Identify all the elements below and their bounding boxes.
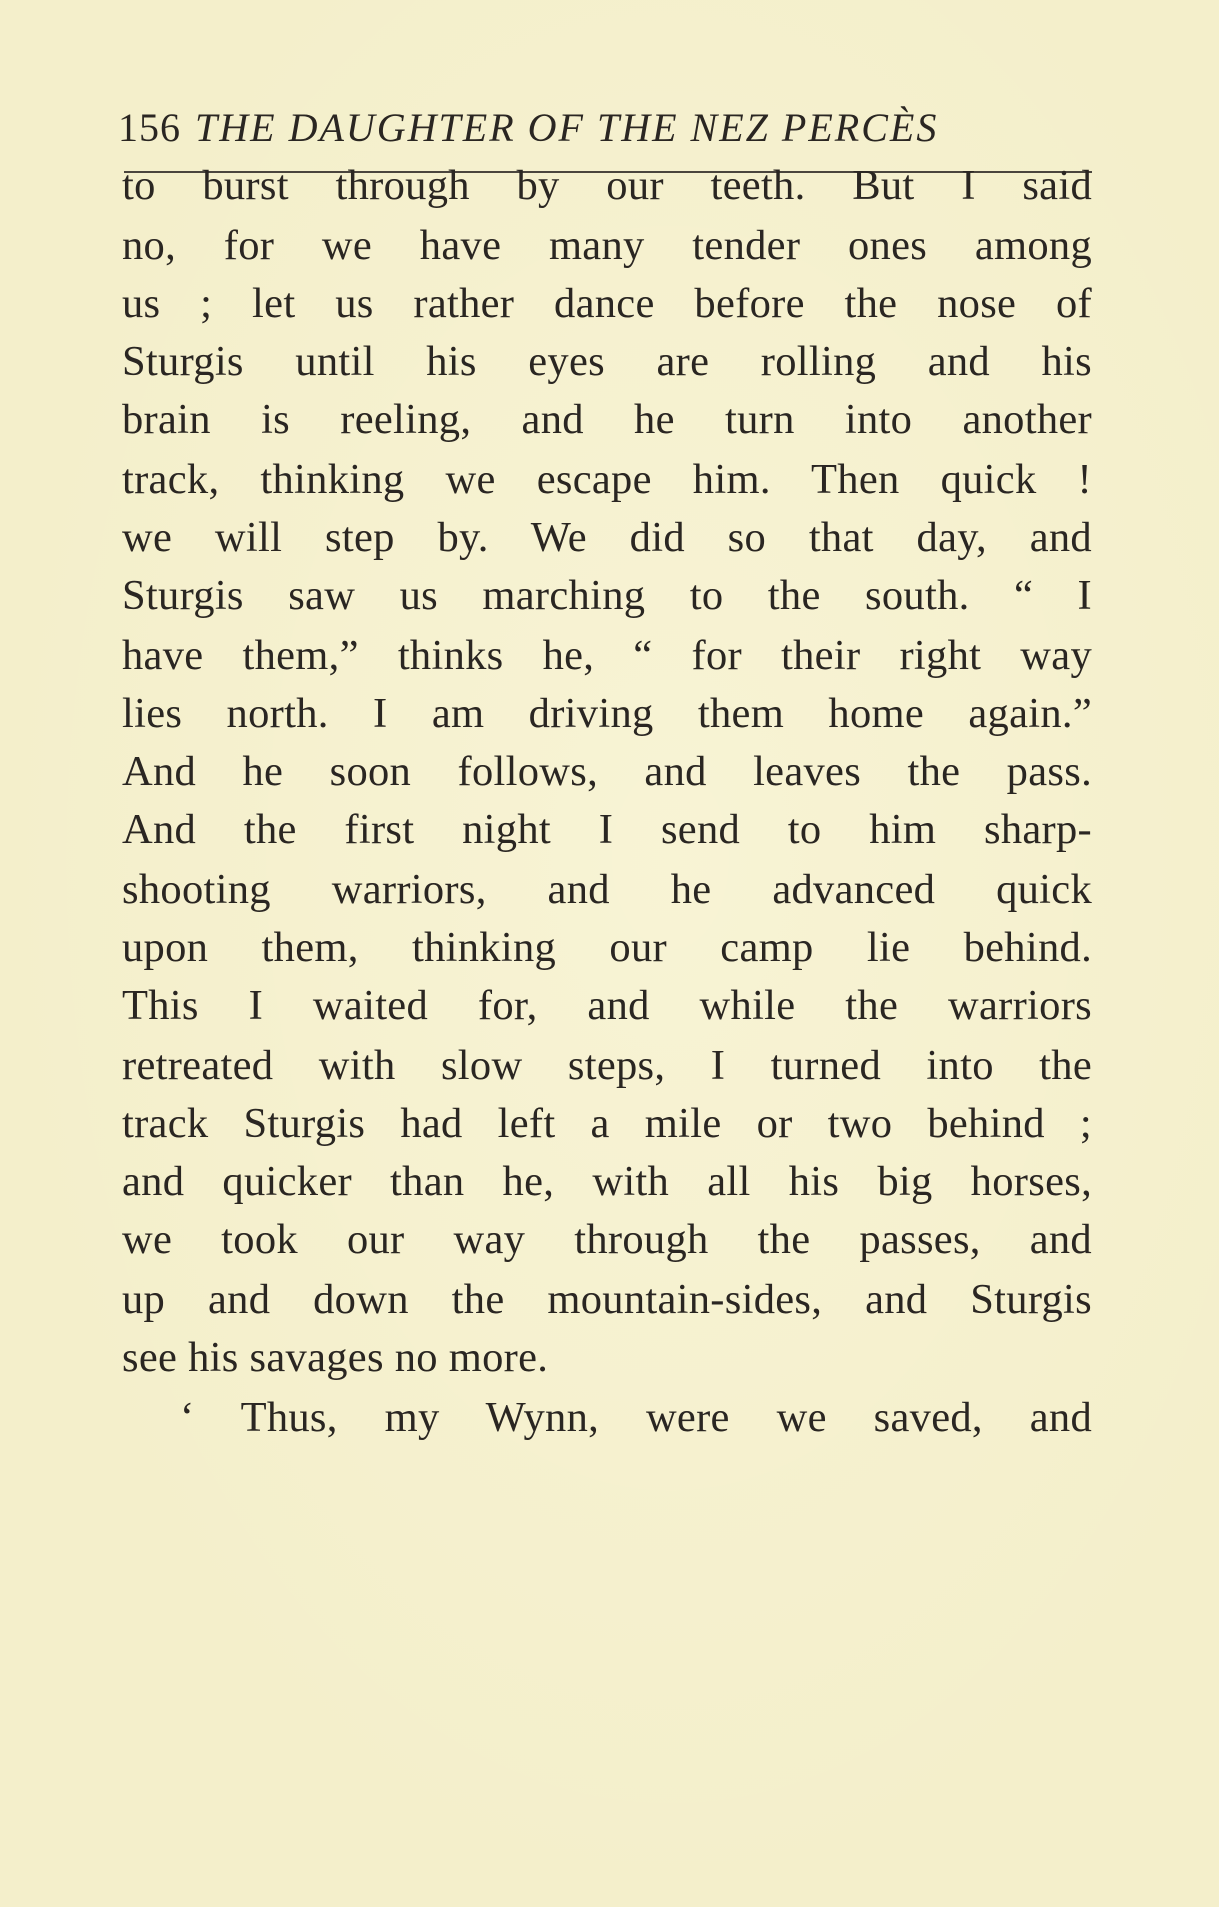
text-line: Sturgis until his eyes are rolling and his <box>122 338 1092 385</box>
text-line: no, for we have many tender ones among <box>122 222 1092 269</box>
text-line: and quicker than he, with all his big horses, <box>122 1158 1092 1205</box>
text-line: shooting warriors, and he advanced quick <box>122 866 1092 913</box>
text-line: And he soon follows, and leaves the pass. <box>122 748 1092 795</box>
text-line-paragraph-end: see his savages no more. <box>122 1334 549 1381</box>
text-line: we will step by. We did so that day, and <box>122 514 1092 561</box>
text-line: This I waited for, and while the warriors <box>122 982 1092 1029</box>
text-line: track Sturgis had left a mile or two behind ; <box>122 1100 1092 1147</box>
text-line: Sturgis saw us marching to the south. “ I <box>122 572 1092 619</box>
page-number: 156 <box>118 105 181 150</box>
text-line: to burst through by our teeth. But I said <box>122 162 1092 209</box>
text-line: And the first night I send to him sharp- <box>122 806 1092 853</box>
running-title: THE DAUGHTER OF THE NEZ PERCÈS <box>195 105 939 150</box>
text-line: lies north. I am driving them home again.” <box>122 690 1092 737</box>
text-line: track, thinking we escape him. Then quick ! <box>122 456 1092 503</box>
text-line: brain is reeling, and he turn into another <box>122 396 1092 443</box>
text-line: we took our way through the passes, and <box>122 1216 1092 1263</box>
text-line: up and down the mountain-sides, and Sturgis <box>122 1276 1092 1323</box>
text-line: have them,” thinks he, “ for their right way <box>122 632 1092 679</box>
text-line: upon them, thinking our camp lie behind. <box>122 924 1092 971</box>
text-line: us ; let us rather dance before the nose of <box>122 280 1092 327</box>
text-line: retreated with slow steps, I turned into the <box>122 1042 1092 1089</box>
running-head <box>118 104 1098 154</box>
text-line-paragraph-start: ‘ Thus, my Wynn, were we saved, and <box>180 1394 1092 1441</box>
